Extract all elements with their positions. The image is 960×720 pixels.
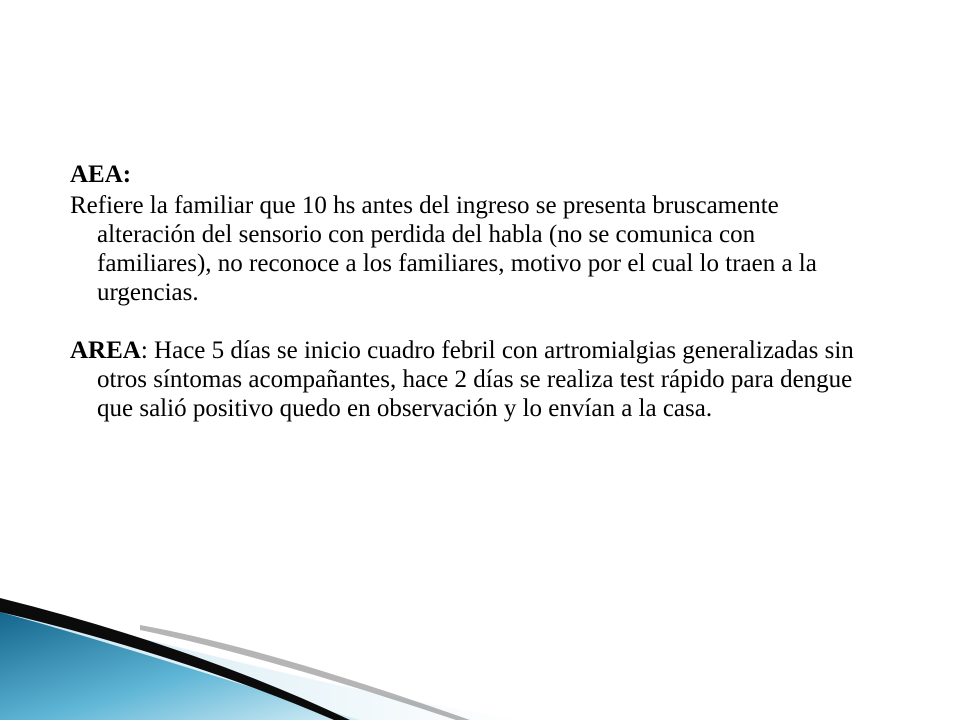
swoosh-shadow-line — [140, 625, 470, 720]
area-text: : Hace 5 días se inicio cuadro febril con artromialgias generalizadas sin otros síntomas acompañantes, hace 2 días se realiza test rápido para dengue que salió positivo quedo en observación y lo envían a la casa. — [97, 337, 854, 422]
paragraph-spacer — [70, 307, 870, 336]
swoosh-pale-band — [0, 605, 520, 720]
swoosh-blue-band — [0, 612, 360, 720]
slide-body — [70, 160, 870, 423]
aea-heading: AEA: — [70, 161, 132, 188]
swoosh-dark-band — [0, 598, 350, 720]
area-paragraph — [70, 336, 870, 423]
aea-paragraph: Refiere la familiar que 10 hs antes del ingreso se presenta bruscamente alteración del sensorio con perdida del habla (no se comunica con familiares), no reconoce a los familiares, motivo por el cual lo traen a la urgencias. — [70, 192, 817, 306]
area-label: AREA — [70, 337, 141, 364]
